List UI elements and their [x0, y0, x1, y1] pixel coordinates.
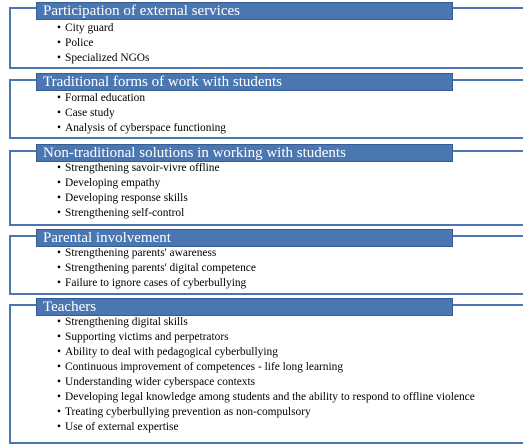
- list-item: • City guard: [57, 21, 149, 36]
- list-item: • Developing response skills: [57, 191, 220, 206]
- list-item: • Strengthening parents' awareness: [57, 246, 256, 261]
- list-item: • Strengthening parents' digital competence: [57, 261, 256, 276]
- section-list: [57, 315, 475, 435]
- list-item: • Police: [57, 36, 149, 51]
- list-item: • Developing legal knowledge among students and the ability to respond to offline violence: [57, 390, 475, 405]
- list-item: • Treating cyberbullying prevention as non-compulsory: [57, 405, 475, 420]
- section-header: Traditional forms of work with students: [36, 73, 453, 91]
- section-list: [57, 246, 256, 291]
- list-item: • Use of external expertise: [57, 420, 475, 435]
- list-item: • Developing empathy: [57, 176, 220, 191]
- list-item: • Strengthening digital skills: [57, 315, 475, 330]
- list-item: • Strengthening savoir-vivre offline: [57, 161, 220, 176]
- section-list: [57, 161, 220, 221]
- list-item: • Understanding wider cyberspace contexts: [57, 375, 475, 390]
- list-item: • Case study: [57, 106, 226, 121]
- list-item: • Formal education: [57, 91, 226, 106]
- list-item: • Supporting victims and perpetrators: [57, 330, 475, 345]
- list-item: • Specialized NGOs: [57, 51, 149, 66]
- section-header: Participation of external services: [36, 2, 453, 20]
- section-header: Teachers: [36, 298, 453, 316]
- section-list: [57, 91, 226, 136]
- section-header: Parental involvement: [36, 229, 453, 247]
- list-item: • Strengthening self-control: [57, 206, 220, 221]
- list-item: • Continuous improvement of competences - life long learning: [57, 360, 475, 375]
- list-item: • Analysis of cyberspace functioning: [57, 121, 226, 136]
- section-header: Non-traditional solutions in working with students: [36, 144, 453, 162]
- list-item: • Failure to ignore cases of cyberbullying: [57, 276, 256, 291]
- list-item: • Ability to deal with pedagogical cyberbullying: [57, 345, 475, 360]
- section-list: [57, 21, 149, 66]
